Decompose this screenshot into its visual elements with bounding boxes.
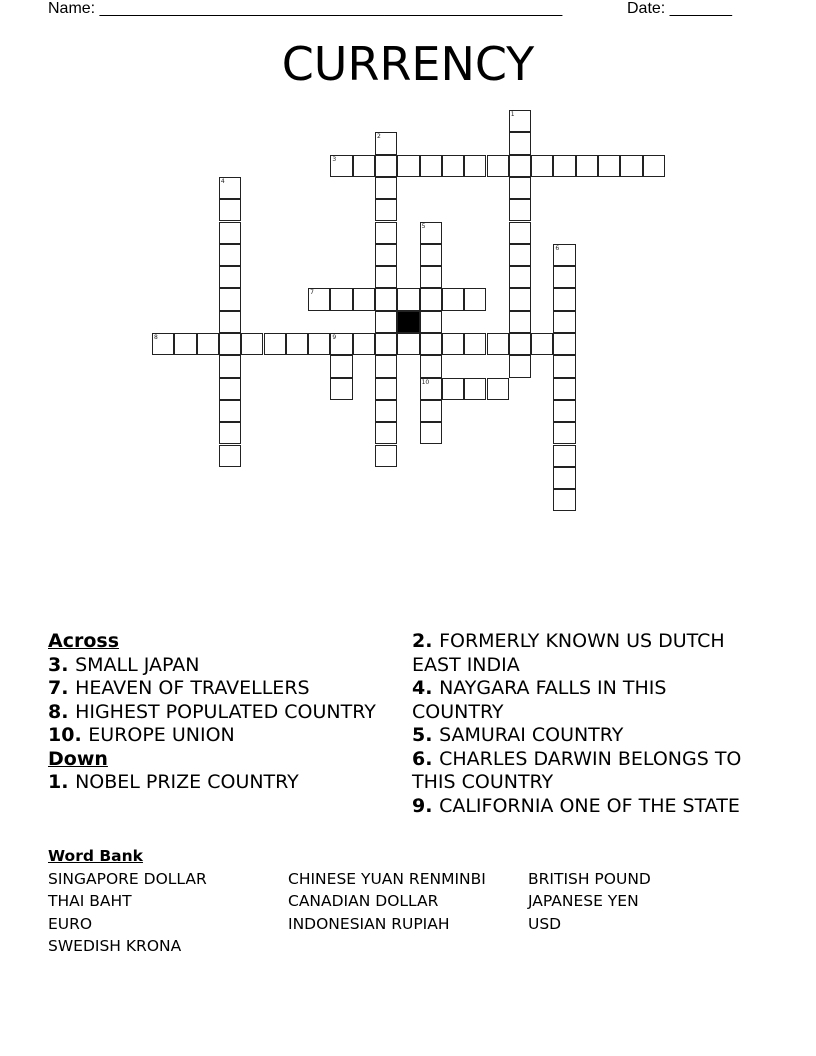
clue-item [48,771,388,795]
grid-cell[interactable] [197,333,219,355]
clue-text: EUROPE UNION [88,724,235,746]
grid-cell[interactable] [553,400,575,422]
down-clue-list [48,771,388,795]
grid-cell[interactable] [375,311,397,333]
grid-cell[interactable] [219,445,241,467]
grid-cell[interactable] [397,288,419,310]
grid-cell[interactable] [509,333,531,355]
grid-cell[interactable] [375,445,397,467]
grid-cell[interactable] [420,400,442,422]
grid-cell[interactable] [576,155,598,177]
grid-cell[interactable] [420,333,442,355]
clue-item [412,724,757,748]
clue-item [48,677,388,701]
grid-cell[interactable] [509,132,531,154]
word-bank-item: THAI BAHT [48,892,132,910]
grid-cell[interactable] [219,422,241,444]
clue-number-label: 8. [48,700,76,723]
clue-number: 7 [310,289,314,297]
grid-cell[interactable] [420,155,442,177]
grid-cell[interactable] [509,288,531,310]
grid-cell[interactable] [241,333,263,355]
clue-number-label: 4. [412,677,440,699]
grid-cell[interactable] [420,311,442,333]
grid-cell[interactable] [219,355,241,377]
word-bank [48,845,748,958]
word-bank-item: CHINESE YUAN RENMINBI [288,869,486,888]
clue-number: 4 [220,177,225,185]
clue-number-label: 6. [412,747,440,770]
grid-cell[interactable] [219,244,241,266]
word-bank-item: SINGAPORE DOLLAR [48,869,207,888]
grid-cell[interactable] [553,355,575,377]
clue-number-label: 3. [48,653,76,676]
grid-cell[interactable] [509,355,531,377]
grid-cell[interactable] [308,288,330,310]
grid-cell[interactable] [330,288,352,310]
down-clue-list-continued [412,630,757,818]
clue-number-label: 9. [412,794,440,817]
grid-cell[interactable] [487,378,509,400]
word-bank-item: CANADIAN DOLLAR [288,892,439,910]
clue-number-label: 5. [412,724,440,746]
grid-cell[interactable] [353,288,375,310]
grid-cell[interactable] [420,244,442,266]
grid-cell[interactable] [487,333,509,355]
clue-item [48,654,388,678]
grid-cell[interactable] [219,222,241,244]
grid-cell[interactable] [509,222,531,244]
grid-cell[interactable] [509,199,531,221]
clue-number: 2 [377,133,381,141]
grid-cell[interactable] [219,266,241,288]
grid-cell[interactable] [420,222,442,244]
across-clue-list [48,654,388,748]
grid-cell[interactable] [219,199,241,221]
clue-number: 8 [154,334,158,341]
clue-number: 10 [421,378,430,386]
clue-number: 9 [332,334,337,341]
grid-cell[interactable] [442,155,464,177]
grid-cell[interactable] [330,155,352,177]
grid-cell[interactable] [330,378,352,400]
clue-item [412,630,757,677]
grid-cell[interactable] [375,266,397,288]
clue-text: CALIFORNIA ONE OF THE STATE [439,794,740,817]
grid-cell[interactable] [375,378,397,400]
grid-cell[interactable] [553,288,575,310]
grid-cell[interactable] [509,266,531,288]
clue-item [412,748,757,795]
grid-cell[interactable] [420,266,442,288]
word-bank-item: JAPANESE YEN [528,892,639,910]
word-bank-item: BRITISH POUND [528,869,651,888]
grid-cell[interactable] [397,155,419,177]
grid-cell[interactable] [375,199,397,221]
clues-right-column [412,630,757,818]
grid-cell[interactable] [420,288,442,310]
grid-cell[interactable] [152,333,174,355]
grid-cell[interactable] [174,333,196,355]
grid-cell[interactable] [553,489,575,511]
grid-cell[interactable] [553,266,575,288]
grid-cell[interactable] [509,177,531,199]
grid-cell[interactable] [219,400,241,422]
grid-cell[interactable] [442,378,464,400]
word-bank-list [48,868,748,958]
word-bank-item: SWEDISH KRONA [48,937,182,955]
down-heading: Down [48,747,108,770]
grid-cell[interactable] [509,110,531,132]
grid-cell[interactable] [464,288,486,310]
grid-cell[interactable] [375,132,397,154]
clue-text: SMALL JAPAN [75,653,200,676]
grid-cell[interactable] [553,311,575,333]
grid-cell[interactable] [553,244,575,266]
grid-cell[interactable] [464,333,486,355]
grid-cell[interactable] [219,378,241,400]
grid-cell[interactable] [375,355,397,377]
grid-cell[interactable] [531,333,553,355]
grid-cell[interactable] [509,311,531,333]
grid-cell[interactable] [375,333,397,355]
grid-cell[interactable] [375,422,397,444]
grid-cell[interactable] [509,244,531,266]
grid-cell[interactable] [375,288,397,310]
clue-number: 6 [555,244,560,252]
clue-item [412,677,757,724]
grid-cell[interactable] [442,333,464,355]
grid-cell[interactable] [308,333,330,355]
grid-cell[interactable] [420,355,442,377]
grid-cell[interactable] [375,222,397,244]
name-field-label: Name: ____________________________________________________ [48,0,563,17]
grid-cell[interactable] [509,155,531,177]
clue-number: 1 [510,111,515,118]
grid-cell[interactable] [330,355,352,377]
clue-item [48,701,388,725]
date-field-label: Date: _______ [627,0,732,17]
grid-cell[interactable] [531,155,553,177]
grid-cell[interactable] [553,445,575,467]
grid-cell[interactable] [330,333,352,355]
grid-cell[interactable] [553,155,575,177]
grid-cell[interactable] [598,155,620,177]
grid-cell[interactable] [219,177,241,199]
grid-cell[interactable] [219,311,241,333]
clue-item [412,795,757,819]
clue-number-label: 1. [48,771,76,793]
word-bank-item: USD [528,914,562,933]
grid-cell[interactable] [264,333,286,355]
grid-cell[interactable] [620,155,642,177]
grid-cell[interactable] [375,400,397,422]
grid-cell[interactable] [464,378,486,400]
grid-cell[interactable] [553,378,575,400]
clue-number-label: 10. [48,724,89,746]
word-bank-title: Word Bank [48,847,143,865]
grid-cell[interactable] [375,177,397,199]
clue-number-label: 7. [48,677,76,699]
page-title: CURRENCY [281,37,535,91]
clue-text: HIGHEST POPULATED COUNTRY [75,700,376,723]
clue-text: SAMURAI COUNTRY [439,724,624,746]
clue-number: 5 [421,222,426,230]
grid-cell[interactable] [643,155,665,177]
grid-cell[interactable] [420,378,442,400]
black-cell [397,311,419,333]
grid-cell[interactable] [397,333,419,355]
clue-number-label: 2. [412,630,440,652]
grid-cell[interactable] [375,244,397,266]
grid-cell[interactable] [353,333,375,355]
clues-left-column [48,630,388,795]
word-bank-item: EURO [48,914,93,933]
clue-number: 3 [332,155,337,163]
grid-cell[interactable] [286,333,308,355]
word-bank-item: INDONESIAN RUPIAH [288,914,450,933]
clue-item [48,724,388,748]
grid-cell[interactable] [442,288,464,310]
grid-cell[interactable] [375,155,397,177]
grid-cell[interactable] [464,155,486,177]
grid-cell[interactable] [553,467,575,489]
grid-cell[interactable] [219,288,241,310]
clue-text: NAYGARA FALLS IN THIS COUNTRY [412,677,667,723]
across-heading: Across [48,630,120,652]
grid-cell[interactable] [420,422,442,444]
grid-cell[interactable] [487,155,509,177]
grid-cell[interactable] [553,422,575,444]
clue-text: FORMERLY KNOWN US DUTCH EAST INDIA [412,630,725,676]
clue-text: HEAVEN OF TRAVELLERS [75,677,310,699]
clue-text: NOBEL PRIZE COUNTRY [75,771,299,793]
grid-cell[interactable] [553,333,575,355]
clue-text: CHARLES DARWIN BELONGS TO THIS COUNTRY [412,747,742,793]
grid-cell[interactable] [219,333,241,355]
grid-cell[interactable] [353,155,375,177]
